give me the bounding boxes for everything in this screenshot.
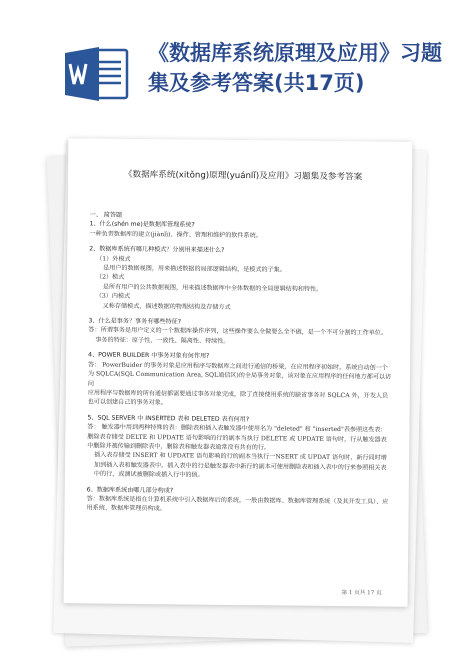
text-line: 应用程序与数据库的所有通信都需要通过事务对象完成，除了直接使用系统的缺省事务对 SQLCA 外，开发人员也可以创建自己的事务对象。 xyxy=(87,389,389,407)
question-line: 5、SQL SERVER 中 INSERTED 表和 DELETED 表有何用? xyxy=(87,414,250,423)
question-line: 1、什么(shén me)是数据库管理系统? xyxy=(89,220,195,229)
text-line: 答：所谓事务是用户定义的一个数据库操作序列，这些操作要么全做要么全不做，是一个不可分割的工作单位。 xyxy=(88,326,388,338)
text-line: （1）外模式 xyxy=(96,255,131,263)
question-line: 6、数据库系统由哪几部分构成? xyxy=(86,485,174,494)
question-line: 4、POWER BUILDER 中事务对象有何作用? xyxy=(88,351,210,360)
page-header xyxy=(0,0,474,118)
text-line: （2）模式 xyxy=(95,273,125,282)
text-line: 事务的特征：原子性、一致性、隔离性、持续性。 xyxy=(95,336,230,345)
document-title: 《数据库系统原理及应用》习题集及参考答案(共17页) xyxy=(148,41,442,95)
document-page xyxy=(64,138,413,607)
word-doc-icon xyxy=(63,44,129,104)
text-line: 是用户的数据视图，用来描述数据的局部逻辑结构，是模式的子集。 xyxy=(103,264,286,274)
text-line: （3）内模式 xyxy=(95,292,131,301)
question-line: 一、 简答题 xyxy=(89,211,123,219)
text-line: 插入表存储受 INSERT 和 UPDATE 语句影响的行的副本当执行一NSERT 或 UPDAT 语句时，新行同时增加到插入表和触发器表中。插入表中的行是触发器表中新行的副本可使用删除表和插入表中的行来参照相关表中的行，或测试被删除或插入行中的值。 xyxy=(93,451,387,479)
text-line: 答： PowerBuider 的事务对象是应用程序与数据库之间进行通信的桥梁，在应用程序初始时，系统自动创一个为 SQLCA(SQL Communication Area, SQL通信区)的全局事务对象，该对象在应用程序的任何地方都可以访问 xyxy=(87,361,392,387)
text-line: 一种负责数据库的建立(jiànlì)、操作、管理和维护的软件系统。 xyxy=(89,230,262,240)
text-line: 又称存储模式，描述数据的物理结构及存储方式 xyxy=(102,302,231,311)
page-heading: 《数据库系统(xitǒng)原理(yuánlǐ)及应用》习题集及参考答案 xyxy=(123,169,363,183)
question-line: 2、数据库系统有哪几种模式？分别用来描述什么? xyxy=(89,245,225,255)
question-line: 3、什么是事务？事务有哪些特征? xyxy=(88,317,182,326)
text-line: 答： 触发器中用到两种特殊的表：删除表和插入表触发器中使用名为 "deleted" 和 "inserted"表参照这些表：删除表存储受 DELTE 和 UPDATE 语句影响的行的副本当执行 DELETE 或 UPDATE 语句时，行从触发器表中删除并被传输到删除表中，删除表和触发器表通常没有共有的行。 xyxy=(87,423,387,452)
text-line: 是所有用户的公共数据视图，用来描述数据库中全体数据的全局逻辑结构和特性。 xyxy=(102,283,323,293)
text-line: 答：数据库系统是指在计算机系统中引入数据库后的系统，一般由数据库、数据库管理系统（及其开发工具）、应用系统、数据库管理员构成。 xyxy=(86,495,389,513)
page-number: 第 1 页共 17 页 xyxy=(341,590,382,597)
document-body xyxy=(87,210,395,516)
